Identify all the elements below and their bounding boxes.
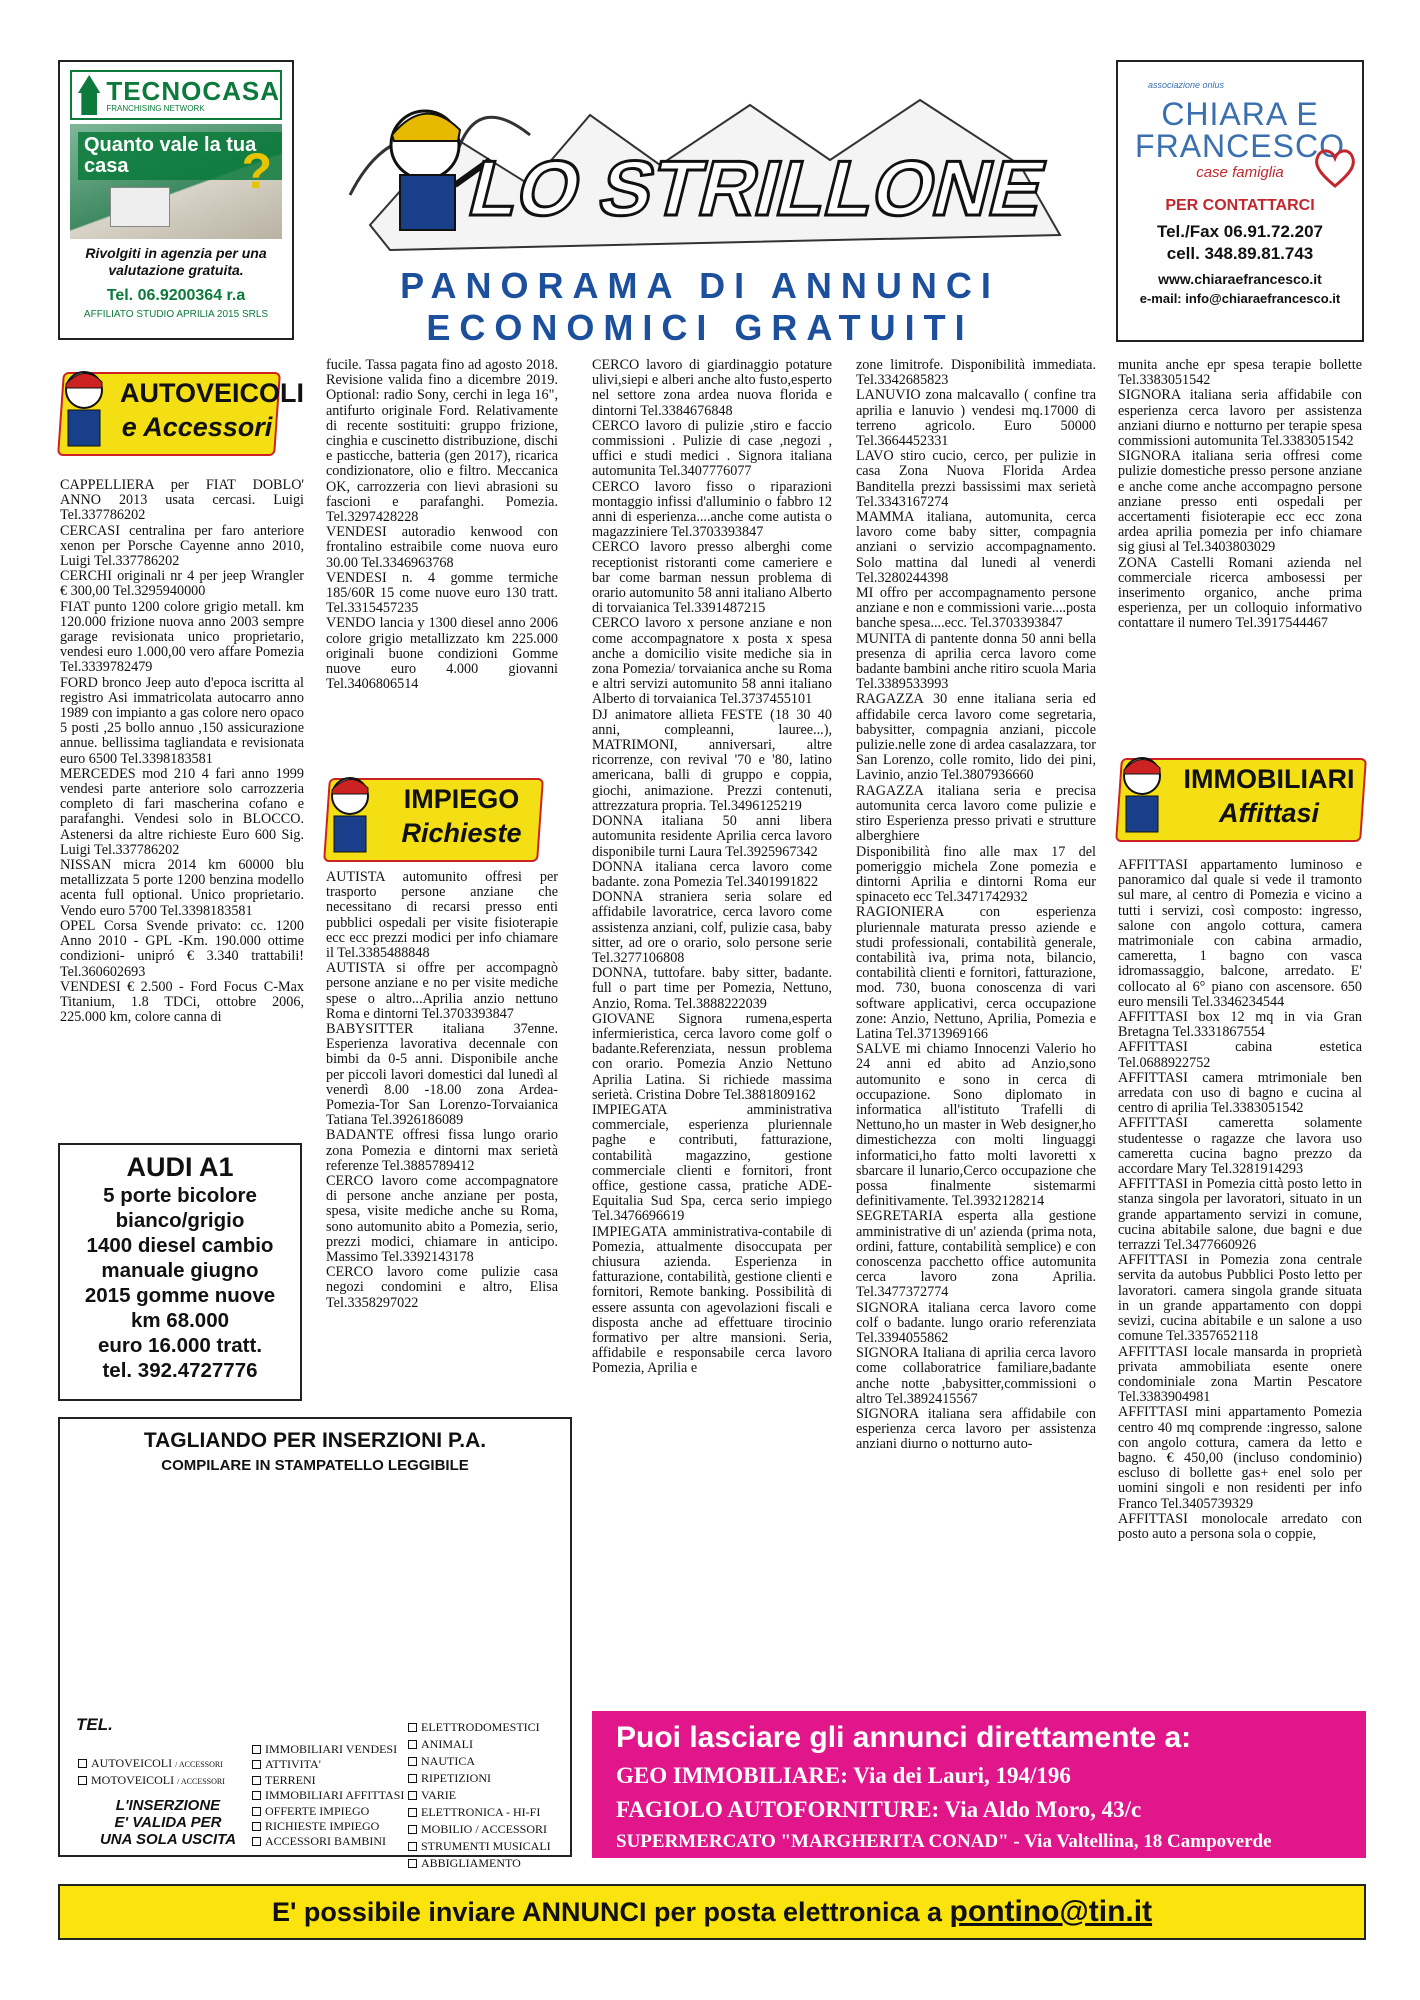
classifieds-column-5-top (1118, 358, 1362, 632)
section-title: IMMOBILIARI (1183, 764, 1355, 794)
category-label: NAUTICA (421, 1754, 475, 1768)
category-label: VARIE (421, 1788, 457, 1802)
classified-ad: CERCASI centralina per faro anteriore xenon per Porsche Cayenne anno 2010, Luigi Tel.337786202 (60, 522, 304, 570)
chiara-sub: case famiglia (1196, 164, 1284, 181)
classified-ad: FORD bronco Jeep auto d'epoca iscritta al registro Asi immatricolata autocarro anno 1989 con impianto a gas colore nero opaco 5 posti ,25 bollo annuo ,150 assicurazione annue. bellissima tagliandata e revisionata euro 6500 Tel.3398183581 (60, 674, 304, 767)
checkbox-square-icon[interactable] (252, 1791, 261, 1800)
banner-text: E' possibile inviare ANNUNCI per posta elettronica a (271, 1897, 950, 1927)
checkbox-square-icon[interactable] (252, 1807, 261, 1816)
form-subtitle: COMPILARE IN STAMPATELLO LEGGIBILE (161, 1457, 469, 1474)
classifieds-column-2-bottom (326, 870, 558, 1311)
tecnocasa-brand-sub: FRANCHISING NETWORK (106, 103, 205, 113)
category-checkbox[interactable] (408, 1838, 551, 1854)
classified-ad: CAPPELLIERA per FIAT DOBLO' ANNO 2013 usata cercasi. Luigi Tel.337786202 (60, 477, 304, 524)
headline-line2: ECONOMICI GRATUITI (426, 307, 974, 348)
classified-ad: DONNA italiana cerca lavoro come badante. zona Pomezia Tel.3401991822 (592, 858, 832, 890)
classified-ad: CERCO lavoro presso alberghi come receptionist ristoranti come cameriere e bar come barman nessun problema di orario automunito 58 anni italiano Alberto di torvaianica Tel.3391487215 (592, 539, 832, 617)
classified-ad: CERCHI originali nr 4 per jeep Wrangler € 300,00 Tel.3295940000 (60, 568, 304, 600)
classified-ad: LAVO stiro cucio, cerco, per pulizie in casa Zona Nuova Florida Ardea Banditella prezzi bassissimi max serietà Tel.3343167274 (856, 448, 1096, 510)
section-subtitle: Richieste (401, 818, 522, 848)
checkbox-square-icon[interactable] (252, 1760, 261, 1769)
classified-ad: DONNA italiana 50 anni libera automunita residente Aprilia cerca lavoro disponibile turni Laura Tel.3925967342 (592, 813, 832, 860)
classified-ad: MI offro per accompagnamento persone anziane e non e commissioni varie....posta banche spesa....ecc. Tel.3703393847 (856, 585, 1096, 632)
classified-ad: DONNA straniera seria solare ed affidabile lavoratrice, cerca lavoro come assistenza anziani, colf, pulizie casa, baby sitter, ad ore o orario, solo persone serie Tel.3277106808 (592, 889, 832, 966)
classified-ad: AFFITTASI box 12 mq in via Gran Bretagna Tel.3331867554 (1118, 1009, 1362, 1041)
classified-ad: AFFITTASI locale mansarda in proprietà privata ammobiliata esente onere condominiale zona Martin Pescatore Tel.3383904981 (1118, 1343, 1362, 1406)
checkbox-square-icon[interactable] (78, 1759, 87, 1768)
chiara-name-line1: CHIARA E (1161, 96, 1319, 132)
classified-ad: BADANTE offresi fissa lungo orario zona Pomezia e dintorni max serietà referenze Tel.3885789412 (326, 1127, 558, 1174)
tecnocasa-ad (58, 60, 294, 340)
house-model-image (110, 187, 170, 227)
page-headline (305, 265, 1095, 349)
email-banner (58, 1884, 1366, 1940)
tecnocasa-brand: TECNOCASA (106, 75, 280, 106)
category-checkbox[interactable] (78, 1755, 223, 1773)
classified-ad: RAGIONIERA con esperienza pluriennale maturata presso aziende e studi professionali, contabilità generale, contabilità iva, prima nota, bilancio, contabilità clienti e fornitori, fatturazione, mod. 730, buona conoscenza di vari software applicativi, cerca occupazione zone: Anzio, Nettuno, Aprilia, Pomezia e Latina Tel.3713969166 (856, 904, 1096, 1042)
section-title: IMPIEGO (403, 784, 520, 814)
classified-ad: AFFITTASI cabina estetica Tel.0688922752 (1118, 1039, 1362, 1071)
section-title: AUTOVEICOLI (120, 378, 305, 408)
classified-ad: MERCEDES mod 210 4 fari anno 1999 vendesi parte anteriore solo carrozzeria completo di fari mascherina cofano e parafanghi. Vendesi solo in BLOCCO. Astenersi da altre richieste Euro 600 Sig. Luigi Tel.337786202 (60, 765, 304, 858)
classified-ad: VENDESI autoradio kenwood con frontalino estraibile come nuova euro 30.00 Tel.3346963768 (326, 524, 558, 571)
classifieds-column-4 (856, 358, 1096, 1453)
checkbox-square-icon[interactable] (252, 1745, 261, 1754)
classified-ad: OPEL Corsa Svende privato: cc. 1200 Anno 2010 - GPL -Km. 190.000 ottime condizioni- unipró € 3.340 trattabili! Tel.360602693 (60, 917, 304, 980)
classified-ad: Disponibilità fino alle max 17 del pomeriggio michela Zone pomezia e dintorni Aprilia e dintorni Roma eur spinaceto ecc Tel.3471742932 (856, 843, 1096, 906)
category-checkbox[interactable] (78, 1772, 225, 1790)
checkbox-square-icon[interactable] (408, 1757, 417, 1766)
category-sublabel: / ACCESSORI (175, 1760, 223, 1769)
classified-ad: SALVE mi chiamo Innocenzi Valerio ho 24 anni ed abito ad Anzio,sono automunito e sono in cerca di occupazione. Sono diplomato in informatica all'istituto Trafelli di Nettuno,ho un master in Web designer,ho dimestichezza con molti linguaggi informatici,ho fatto molti lavoretti x sbarcare il lunario,Cerco occupazione che possa finalmente sistemarmi definitivamente. Tel.3932128214 (856, 1041, 1096, 1210)
checkbox-square-icon[interactable] (408, 1774, 417, 1783)
category-checkbox[interactable] (408, 1719, 540, 1735)
category-label: RICHIESTE IMPIEGO (265, 1819, 380, 1833)
category-label: TERRENI (265, 1772, 316, 1787)
tecnocasa-text: Rivolgiti in agenzia per una valutazione gratuita. (85, 245, 267, 278)
section-subtitle: Affittasi (1218, 798, 1319, 828)
tecnocasa-photo (70, 124, 282, 239)
checkbox-square-icon[interactable] (252, 1776, 261, 1785)
classified-ad: IMPIEGATA amministrativa commerciale, esperienza pluriennale paghe e contributi, fatturazione, contabilità magazzino, gestione commerciale clienti e fornitori, front office, gestione cassa, pratiche ADE-Equitalia Sud Spa, cerca serio impiego Tel.3476696619 (592, 1101, 832, 1225)
classified-ad: CERCO lavoro fisso o riparazioni montaggio infissi d'alluminio o fabbro 12 anni di esperienza....anche come autista o magazziniere Tel.3703393847 (592, 478, 832, 541)
drop-off-location-2: FAGIOLO AUTOFORNITURE: Via Aldo Moro, 43/c (616, 1797, 1142, 1822)
classified-ad: MUNITA di pantente donna 50 anni bella presenza di aprilia cerca lavoro come badante bambini anche ritiro scuola Maria Tel.3389533993 (856, 630, 1096, 693)
category-checkbox[interactable] (408, 1804, 540, 1820)
classified-ad: SEGRETARIA esperta alla gestione amministrative di un' azienda (prima nota, ordini, fatture, contabilità semplice) e con conoscenza pacchetto office automunita cerca lavoro zona Aprilia. Tel.3477372774 (856, 1208, 1096, 1301)
newsboy-icon (54, 364, 116, 456)
classified-ad: MAMMA italiana, automunita, cerca lavoro come baby sitter, compagnia anziani o servizio accompagnamento. Solo mattina dal lunedi al venerdi Tel.3280244398 (856, 509, 1096, 586)
checkbox-square-icon[interactable] (408, 1740, 417, 1749)
category-checkbox[interactable] (408, 1855, 521, 1871)
audi-ad (58, 1143, 302, 1401)
tecnocasa-tel: Tel. 06.9200364 r.a (106, 286, 246, 304)
classified-ad: BABYSITTER italiana 37enne. Esperienza lavorativa decennale con bimbi da 0-5 anni. Disponibile anche per piccoli lavori domestici dal lunedì al venerdì 8.00 -18.00 zona Ardea-Pomezia-Tor San Lorenzo-Torvaianica Tatiana Tel.3926186089 (326, 1021, 558, 1129)
classifieds-column-2-top (326, 358, 558, 692)
category-checkbox[interactable] (252, 1787, 404, 1803)
checkbox-square-icon[interactable] (408, 1859, 417, 1868)
classified-ad: AFFITTASI cameretta solamente studentesse o ragazze che lavora uso cameretta cucina bagno prezzo da accordare Mary Tel.3281914293 (1118, 1115, 1362, 1178)
classified-ad: AFFITTASI in Pomezia città posto letto in stanza singola per lavoratori, situato in un grande appartamento servizi in comune, cucina abitabile salone, due bagni e due terrazzi Tel.3477660926 (1118, 1176, 1362, 1254)
category-label: AUTOVEICOLI (91, 1756, 173, 1770)
insertion-form (58, 1417, 572, 1870)
newsboy-icon (1112, 750, 1174, 842)
headline-line1: PANORAMA DI ANNUNCI (400, 265, 1000, 306)
form-note: L'INSERZIONE E' VALIDA PER UNA SOLA USCITA (99, 1797, 237, 1848)
category-label: ELETTRODOMESTICI (421, 1720, 540, 1734)
classified-ad: FIAT punto 1200 colore grigio metall. km 120.000 frizione nuova anno 2003 sempre garage revisionata unico proprietario, vendesi euro 1.000,00 vero affare Pomezia Tel.3339782479 (60, 598, 304, 676)
classified-ad: fucile. Tassa pagata fino ad agosto 2018. Revisione valida fino a dicembre 2019. Optional: radio Sony, cerchi in lega 16", antifurto originale Ford. Relativamente di recente sostituiti: gruppo frizione, cinghia e cuscinetto distribuzione, dischi e pasticche, batteria (gen 2017), ricarica condizionatore, olio e filtro. Meccanica OK, carrozzeria con lievi abrasioni su fascioni e parafanghi. Pomezia. Tel.3297428228 (326, 357, 558, 526)
classified-ad: ZONA Castelli Romani azienda nel commerciale ricerca ambosessi per inserimento organico, anche prima esperienza, per un colloquio informativo contattare il numero Tel.3917544467 (1118, 554, 1362, 632)
chiara-tel: Tel./Fax 06.91.72.207 (1156, 222, 1324, 241)
category-label: RIPETIZIONI (421, 1771, 491, 1785)
classified-ad: munita anche epr spesa terapie bollette Tel.3383051542 (1118, 357, 1362, 389)
category-label: IMMOBILIARI VENDESI (265, 1742, 398, 1756)
classified-ad: AUTISTA automunito offresi per trasporto persone anziane che necessitano di recarsi presso enti pubblici ospedali per visite fisioterapie ecc ecc prezzi modici per info chiamare il Tel.3385488848 (326, 869, 558, 962)
chiara-email[interactable]: e-mail: info@chiaraefrancesco.it (1139, 291, 1341, 306)
classified-ad: CERCO lavoro di giardinaggio potature ulivi,siepi e alberi anche alto fusto,esperto nel settore zona ardea nuova florida e dintorni Tel.3384676848 (592, 357, 832, 419)
classified-ad: IMPIEGATA amministrativa-contabile di Pomezia, attualmente disoccupata per chiusura azienda. Esperienza in fatturazione, contabilità, gestione clienti e fornitori, Remote banking. Possibilità di essere assunta con agevolazioni fiscali e disposta anche ad effettuare tirocinio formativo per altre mansioni. Seria, affidabile e responsabile cerca lavoro Pomezia, Aprilia e (592, 1223, 832, 1377)
chiara-association: associazione onlus (1148, 80, 1225, 90)
checkbox-square-icon[interactable] (252, 1822, 261, 1831)
classified-ad: SIGNORA italiana cerca lavoro come colf o badante. lungo orario referenziata Tel.3394055862 (856, 1299, 1096, 1346)
drop-off-points (592, 1711, 1366, 1858)
category-checkbox[interactable] (408, 1736, 473, 1752)
classified-ad: VENDESI n. 4 gomme termiche 185/60R 15 come nuove euro 130 tratt. Tel.3315457235 (326, 569, 558, 617)
tecnocasa-question: Quanto vale la tua casa (78, 132, 282, 180)
classifieds-column-3 (592, 358, 832, 1377)
category-checkbox[interactable] (252, 1741, 397, 1757)
checkbox-square-icon[interactable] (408, 1842, 417, 1851)
lo-strillone-logo (330, 75, 1070, 265)
tecnocasa-logo (70, 70, 282, 120)
chiara-cell: cell. 348.89.81.743 (1166, 244, 1314, 263)
section-subtitle: e Accessori (121, 412, 273, 442)
classified-ad: AFFITTASI appartamento luminoso e panoramico dal quale si vede il tramonto sul mare, al centro di Pomezia e vicino a tutti i servizi, così composto: ingresso, salone con angolo cottura, camera matrimoniale con cabina armadio, cameretta, 1 bagno con vasca idromassaggio, balcone, arredato. E' collocato al 6° piano con ascensore. 650 euro mensili Tel.3346234544 (1118, 857, 1362, 1010)
classified-ad: AFFITTASI camera mtrimoniale ben arredata con uso di bagno e cucina al centro di aprilia Tel.3383051542 (1118, 1069, 1362, 1117)
category-label: ATTIVITA' (265, 1757, 321, 1772)
category-checkbox[interactable] (252, 1818, 379, 1834)
classified-ad: VENDESI € 2.500 - Ford Focus C-Max Titanium, 1.8 TDCi, ottobre 2006, 225.000 km, colore canna di (60, 978, 304, 1026)
banner-email-link[interactable]: pontino@tin.it (949, 1895, 1153, 1928)
form-tel-label: TEL. (76, 1715, 113, 1734)
classified-ad: SIGNORA italiana seria affidabile con esperienza cerca lavoro per assistenza anziani diurno e notturno per terapie spesa commissioni automunita Tel.3383051542 (1118, 387, 1362, 450)
category-label: IMMOBILIARI AFFITTASI (265, 1788, 405, 1803)
classified-ad: SIGNORA italiana seria offresi come pulizie domestiche presso persone anziane e anche come anche accompagno persone anziane presso enti ospedali per accertamenti fisioterapie ecc ecc zona ardea aprilia pomezia per info chiamare sig giusi al Tel.3403803029 (1118, 448, 1362, 556)
drop-off-heading: Puoi lasciare gli annunci direttamente a: (616, 1721, 1192, 1754)
classified-ad: RAGAZZA 30 enne italiana seria ed affidabile cerca lavoro come segretaria, babysitter, compagnia anziani, piccole pulizie.nelle zone di ardea casalazzara, tor San Lorenzo, colle romito, lido dei pini, Lavinio, anzio Tel.3807936660 (856, 691, 1096, 784)
category-label: ANIMALI (421, 1737, 473, 1751)
category-checkbox[interactable] (252, 1803, 369, 1819)
checkbox-square-icon[interactable] (408, 1808, 417, 1817)
audi-title: AUDI A1 (126, 1152, 234, 1182)
classified-ad: RAGAZZA italiana seria e precisa automunita cerca lavoro come pulizie e stiro Esperienza presso privati e strutture alberghiere (856, 782, 1096, 845)
chiara-contact-label: PER CONTATTARCI (1165, 197, 1315, 214)
classified-ad: LANUVIO zona malcavallo ( confine tra aprilia e lanuvio ) vendesi mq.17000 di terreno agricolo. Euro 50000 Tel.3664452331 (856, 387, 1096, 450)
classified-ad: DONNA, tuttofare. baby sitter, badante. full o part time per Pomezia, Nettuno, Anzio, Roma. Tel.3888222039 (592, 965, 832, 1012)
chiara-website[interactable]: www.chiaraefrancesco.it (1158, 271, 1322, 287)
section-impiego (326, 778, 541, 862)
tecnocasa-affiliate: AFFILIATO STUDIO APRILIA 2015 SRLS (83, 308, 269, 320)
classified-ad: CERCO lavoro come accompagnatore di persone anche anziane per posta, spesa, visite mediche anche su Roma, sono automunito abito a Pomezia, serio, prezzi modici, chiamare in anticipo. Massimo Tel.3392143178 (326, 1173, 558, 1266)
classified-ad: CERCO lavoro x persone anziane e non come accompagnatore x posta x spesa anche a domicilio visite mediche sia in zona Pomezia/ torvaianica anche su Roma e altri servizi automunito 58 anni italiano Alberto di torvaianica Tel.3737455101 (592, 615, 832, 708)
category-label: MOTOVEICOLI (91, 1773, 175, 1787)
section-autoveicoli (60, 372, 305, 456)
classified-ad: VENDO lancia y 1300 diesel anno 2006 colore grigio metallizzato km 225.000 originali buone condizioni Gomme nuove euro 4.000 giovanni Tel.3406806514 (326, 615, 558, 693)
form-title: TAGLIANDO PER INSERZIONI P.A. (143, 1429, 487, 1452)
heart-icon (1312, 144, 1358, 190)
classified-ad: DJ animatore allieta FESTE (18 30 40 anni, compleanni, lauree...), MATRIMONI, anniversari, altre ricorrenze, con revival '70 e '80, latino americana, balli di gruppo e coppia, giochi, animazione. Prezzi contenuti, attrezzatura propria. Tel.3496125219 (592, 706, 832, 814)
classified-ad: AFFITTASI monolocale arredato con posto auto a persona sola o coppie, (1118, 1510, 1362, 1542)
classified-ad: SIGNORA italiana sera affidabile con esperienza cerca lavoro per assistenza anziani diurno o notturno auto- (856, 1406, 1096, 1453)
classified-ad: AFFITTASI in Pomezia zona centrale servita da autobus Pubblici Posto letto per lavoratori. camera singola grande situata in un grande appartamento con doppi sevizi, cucina abitabile e un salone a uso comune Tel.3357652118 (1118, 1252, 1362, 1345)
checkbox-square-icon[interactable] (252, 1837, 261, 1846)
chiara-francesco-ad (1116, 60, 1364, 342)
drop-off-location-1: GEO IMMOBILIARE: Via dei Lauri, 194/196 (616, 1763, 1071, 1788)
category-label: ELETTRONICA - HI-FI (421, 1805, 541, 1819)
classified-ad: zone limitrofe. Disponibilità immediata. Tel.3342685823 (856, 357, 1096, 389)
category-label: OFFERTE IMPIEGO (265, 1803, 370, 1818)
category-label: MOBILIO / ACCESSORI (421, 1822, 548, 1836)
classifieds-column-5-bottom (1118, 858, 1362, 1542)
audi-body: 5 porte bicolore bianco/grigio 1400 diesel cambio manuale giugno 2015 gomme nuove km 68.000 euro 16.000 tratt. tel. 392.4727776 (84, 1184, 276, 1382)
chiara-name-line2: FRANCESCO (1135, 128, 1345, 164)
category-checkbox[interactable] (252, 1756, 321, 1772)
category-sublabel: / ACCESSORI (177, 1777, 225, 1786)
category-checkbox[interactable] (408, 1770, 491, 1786)
question-mark-icon: ? (241, 143, 272, 199)
section-immobiliari (1118, 758, 1364, 842)
svg-text:LO STRILLONE: LO STRILLONE (460, 144, 1055, 232)
classified-ad: AFFITTASI mini appartamento Pomezia centro 40 mq comprende :ingresso, salone con angolo cottura, camera da letto e bagno. € 450,00 (incluso condominio) escluso di bollette gas+ enel solo per uomini singoli e non residenti per info Franco Tel.3405739329 (1118, 1404, 1362, 1512)
category-label: ABBIGLIAMENTO (421, 1856, 521, 1870)
category-checkbox[interactable] (408, 1787, 456, 1803)
house-icon (78, 75, 100, 115)
masthead (310, 75, 1090, 275)
checkbox-square-icon[interactable] (78, 1776, 87, 1785)
newsboy-icon (320, 770, 382, 862)
category-checkbox[interactable] (408, 1753, 475, 1769)
category-label: STRUMENTI MUSICALI (421, 1839, 551, 1853)
category-checkbox[interactable] (252, 1772, 316, 1788)
checkbox-square-icon[interactable] (408, 1791, 417, 1800)
checkbox-square-icon[interactable] (408, 1723, 417, 1732)
classified-ad: CERCO lavoro di pulizie ,stiro e faccio commissioni . Pulizie di case ,negozi , uffici e studi medici . Signora italiana automunita Tel.3407776077 (592, 417, 832, 480)
category-label: ACCESSORI BAMBINI (265, 1834, 387, 1849)
checkbox-square-icon[interactable] (408, 1825, 417, 1834)
drop-off-location-3: SUPERMERCATO "MARGHERITA CONAD" - Via Valtellina, 18 Campoverde (616, 1831, 1272, 1852)
classified-ad: GIOVANE Signora rumena,esperta infermieristica, cerca lavoro come golf o badante.Referenziata, nessun problema con orario. Pomezia Anzio Nettuno Aprilia Latina. Si richiede massima serietà. Cristina Dobre Tel.3881809162 (592, 1010, 832, 1103)
category-checkbox[interactable] (408, 1821, 547, 1837)
classified-ad: CERCO lavoro come pulizie casa negozi condomini e altro, Elisa Tel.3358297022 (326, 1264, 558, 1311)
category-checkbox[interactable] (252, 1833, 386, 1849)
classified-ad: AUTISTA si offre per accompagnò persone anziane e no per visite mediche spese o altro...Aprilia anzio nettuno Roma e dintorni Tel.3703393847 (326, 960, 558, 1022)
classified-ad: SIGNORA Italiana di aprilia cerca lavoro come collaboratrice familiare,badante anche notte ,babysitter,commissioni o altro Tel.3892415567 (856, 1345, 1096, 1407)
classified-ad: NISSAN micra 2014 km 60000 blu metallizzata 5 porte 1200 benzina modello acenta full optional. Unico proprietario. Vendo euro 5700 Tel.3398183581 (60, 857, 304, 919)
classifieds-column-1 (60, 478, 304, 1025)
